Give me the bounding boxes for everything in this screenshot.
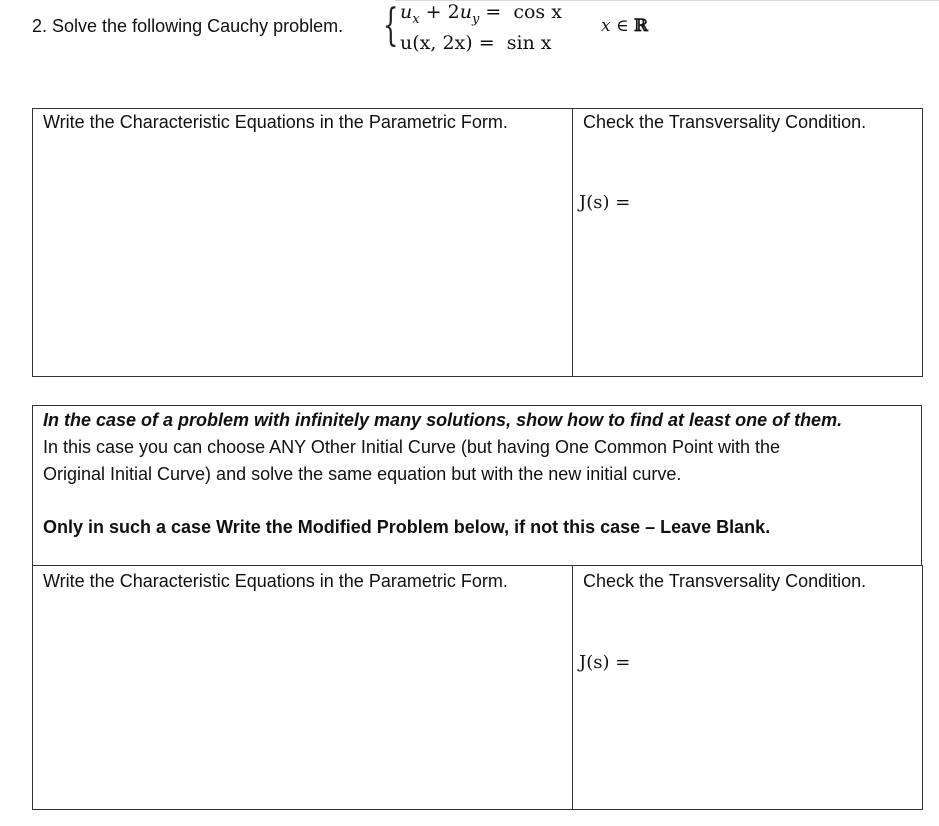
characteristic-equations-cell-1[interactable] — [32, 108, 573, 377]
real-numbers-symbol: ℝ — [633, 16, 649, 36]
transversality-prompt-2: Check the Transversality Condition. — [583, 571, 867, 591]
jacobian-label-1: J(s) = — [579, 192, 631, 213]
u-symbol-2: u — [459, 1, 472, 23]
infinite-solutions-note — [32, 405, 922, 565]
equation-initial-condition: u(x, 2x) = sin x — [400, 32, 552, 54]
characteristic-equations-cell-2[interactable] — [32, 565, 573, 810]
transversality-cell-2[interactable] — [572, 565, 923, 810]
note-line-3: Original Initial Curve) and solve the same equation but with the new initial curve. — [43, 464, 682, 484]
note-heading: In the case of a problem with infinitely many solutions, show how to find at least one of them. — [43, 410, 843, 430]
domain-condition — [601, 16, 648, 36]
characteristic-equations-prompt-2: Write the Characteristic Equations in the Parametric Form. — [43, 571, 508, 591]
pde-rhs: = cos x — [479, 1, 562, 23]
plus-two: + 2 — [419, 1, 460, 23]
problem-label: 2. Solve the following Cauchy problem. — [32, 16, 344, 36]
jacobian-label-2: J(s) = — [579, 652, 631, 673]
left-brace: { — [383, 0, 399, 51]
note-line-2: In this case you can choose ANY Other Initial Curve (but having One Common Point with the — [43, 437, 781, 457]
transversality-prompt-1: Check the Transversality Condition. — [583, 112, 867, 132]
note-instruction: Only in such a case Write the Modified Problem below, if not this case – Leave Blank. — [43, 517, 771, 537]
u-symbol: u — [400, 1, 413, 23]
characteristic-equations-prompt-1: Write the Characteristic Equations in the Parametric Form. — [43, 112, 508, 132]
y-subscript: y — [471, 11, 480, 27]
equation-pde — [400, 1, 562, 27]
domain-variable: x ∈ — [601, 16, 634, 36]
x-subscript: x — [412, 11, 420, 27]
transversality-cell-1[interactable] — [572, 108, 923, 377]
